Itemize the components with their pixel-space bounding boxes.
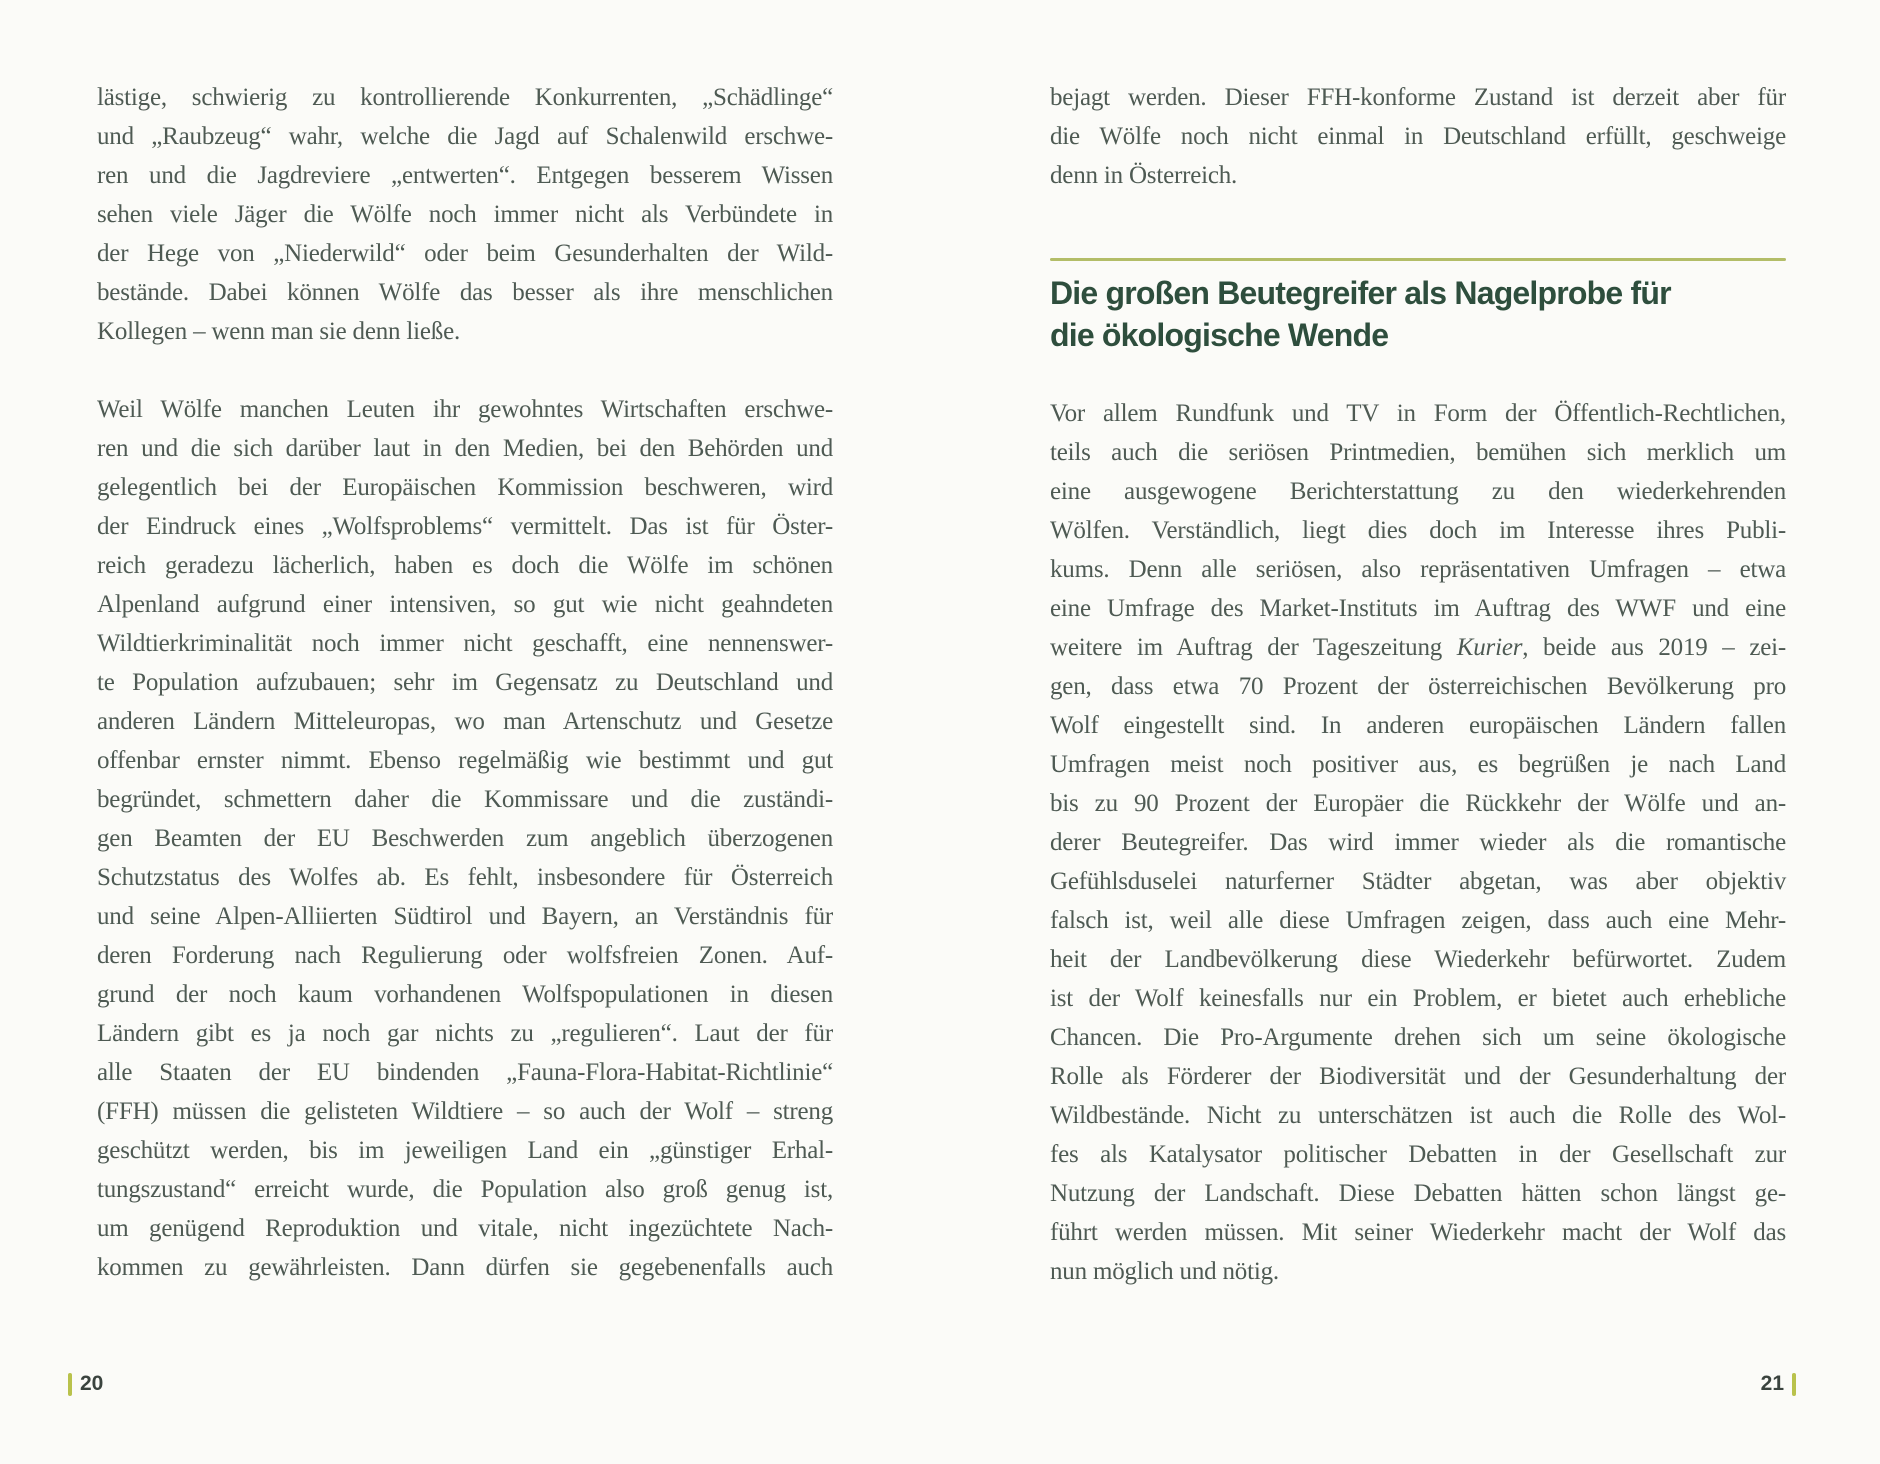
text-line: sehen viele Jäger die Wölfe noch immer nicht als Verbündete in xyxy=(97,201,833,228)
text-line: ist der Wolf keinesfalls nur ein Problem, er bietet auch erhebliche xyxy=(1050,985,1786,1012)
text-line: bejagt werden. Dieser FFH-konforme Zustand ist derzeit aber für xyxy=(1050,84,1786,111)
left-text-column xyxy=(97,78,833,1287)
text-line: denn in Österreich. xyxy=(1050,162,1238,189)
text-line: derer Beutegreifer. Das wird immer wieder als die romantische xyxy=(1050,829,1786,856)
text-line: heit der Landbevölkerung diese Wiederkehr befürwortet. Zudem xyxy=(1050,946,1786,973)
text-line: die Wölfe noch nicht einmal in Deutschland erfüllt, geschweige xyxy=(1050,123,1786,150)
left-paragraph-2 xyxy=(97,390,833,1287)
text-line: Schutzstatus des Wolfes ab. Es fehlt, insbesondere für Österreich xyxy=(97,864,833,891)
page-number-right xyxy=(1761,1372,1796,1396)
text-line: deren Forderung nach Regulierung oder wolfsfreien Zonen. Auf- xyxy=(97,942,833,969)
text-line: begründet, schmettern daher die Kommissare und die zuständi- xyxy=(97,786,833,813)
text-line: kommen zu gewährleisten. Dann dürfen sie gegebenenfalls auch xyxy=(97,1254,833,1281)
intro-paragraph xyxy=(1050,78,1786,195)
text-line: Kollegen – wenn man sie denn ließe. xyxy=(97,318,461,345)
page-number-left xyxy=(68,1372,103,1396)
text-line: eine Umfrage des Market-Instituts im Auftrag des WWF und eine xyxy=(1050,595,1786,622)
text-line: führt werden müssen. Mit seiner Wiederkehr macht der Wolf das xyxy=(1050,1219,1786,1246)
text-line: eine ausgewogene Berichterstattung zu den wiederkehrenden xyxy=(1050,478,1786,505)
text-line: Nutzung der Landschaft. Diese Debatten hätten schon längst ge- xyxy=(1050,1180,1786,1207)
text-line: ren und die Jagdreviere „entwerten“. Entgegen besserem Wissen xyxy=(97,162,833,189)
text-line: reich geradezu lächerlich, haben es doch die Wölfe im schönen xyxy=(97,552,833,579)
page-number-text: 21 xyxy=(1760,1372,1784,1395)
text-line: Gefühlsduselei naturferner Städter abgetan, was aber objektiv xyxy=(1050,868,1786,895)
text-line: offenbar ernster nimmt. Ebenso regelmäßig wie bestimmt und gut xyxy=(97,747,833,774)
text-line: Ländern gibt es ja noch gar nichts zu „regulieren“. Laut der für xyxy=(97,1020,833,1047)
text-line: Wölfen. Verständlich, liegt dies doch im Interesse ihres Publi- xyxy=(1050,517,1786,544)
section-divider-rule xyxy=(1050,258,1786,261)
text-line: falsch ist, weil alle diese Umfragen zeigen, dass auch eine Mehr- xyxy=(1050,907,1786,934)
text-line: nun möglich und nötig. xyxy=(1050,1258,1279,1285)
page-number-text: 20 xyxy=(80,1372,104,1395)
text-line: gen, dass etwa 70 Prozent der österreichischen Bevölkerung pro xyxy=(1050,673,1786,700)
text-line: grund der noch kaum vorhandenen Wolfspopulationen in diesen xyxy=(97,981,833,1008)
text-line: gen Beamten der EU Beschwerden zum angeblich überzogenen xyxy=(97,825,833,852)
text-line: Die großen Beutegreifer als Nagelprobe für xyxy=(1050,275,1671,311)
text-line: (FFH) müssen die gelisteten Wildtiere – so auch der Wolf – streng xyxy=(97,1098,833,1125)
text-line: und seine Alpen-Alliierten Südtirol und Bayern, an Verständnis für xyxy=(97,903,833,930)
text-line: der Eindruck eines „Wolfsproblems“ vermittelt. Das ist für Öster- xyxy=(97,513,833,540)
body-paragraph xyxy=(1050,394,1786,1291)
page-marker-bar xyxy=(68,1373,72,1396)
text-line: Vor allem Rundfunk und TV in Form der Öffentlich-Rechtlichen, xyxy=(1050,400,1786,427)
text-line: gelegentlich bei der Europäischen Kommission beschweren, wird xyxy=(97,474,833,501)
left-paragraph-1 xyxy=(97,78,833,351)
text-line: die ökologische Wende xyxy=(1050,317,1389,353)
text-line: anderen Ländern Mitteleuropas, wo man Artenschutz und Gesetze xyxy=(97,708,833,735)
text-line: geschützt werden, bis im jeweiligen Land ein „günstiger Erhal- xyxy=(97,1137,833,1164)
text-line: kums. Denn alle seriösen, also repräsentativen Umfragen – etwa xyxy=(1050,556,1786,583)
text-line: fes als Katalysator politischer Debatten in der Gesellschaft zur xyxy=(1050,1141,1786,1168)
text-line: der Hege von „Niederwild“ oder beim Gesunderhalten der Wild- xyxy=(97,240,833,267)
text-line: Wolf eingestellt sind. In anderen europäischen Ländern fallen xyxy=(1050,712,1786,739)
text-run: , beide aus 2019 – zei- xyxy=(1522,634,1786,661)
text-line: lästige, schwierig zu kontrollierende Konkurrenten, „Schädlinge“ xyxy=(97,84,833,111)
text-line: Wildtierkriminalität noch immer nicht geschafft, eine nennenswer- xyxy=(97,630,833,657)
text-line: Alpenland aufgrund einer intensiven, so gut wie nicht geahndeten xyxy=(97,591,833,618)
text-line: Umfragen meist noch positiver aus, es begrüßen je nach Land xyxy=(1050,751,1786,778)
text-line: te Population aufzubauen; sehr im Gegensatz zu Deutschland und xyxy=(97,669,833,696)
text-run: weitere im Auftrag der Tageszeitung xyxy=(1050,634,1457,661)
italic-text-run: Kurier xyxy=(1456,634,1523,661)
text-line: um genügend Reproduktion und vitale, nicht ingezüchtete Nach- xyxy=(97,1215,833,1242)
text-line: Chancen. Die Pro-Argumente drehen sich um seine ökologische xyxy=(1050,1024,1786,1051)
text-line: Wildbestände. Nicht zu unterschätzen ist auch die Rolle des Wol- xyxy=(1050,1102,1786,1129)
text-line: Rolle als Förderer der Biodiversität und der Gesunderhaltung der xyxy=(1050,1063,1786,1090)
text-line: bestände. Dabei können Wölfe das besser als ihre menschlichen xyxy=(97,279,833,306)
right-text-column xyxy=(1050,78,1786,1291)
text-line: bis zu 90 Prozent der Europäer die Rückkehr der Wölfe und an- xyxy=(1050,790,1786,817)
section-heading xyxy=(1050,272,1786,356)
text-line: alle Staaten der EU bindenden „Fauna-Flora-Habitat-Richtlinie“ xyxy=(97,1059,833,1086)
text-line xyxy=(1050,628,1786,667)
text-line: Weil Wölfe manchen Leuten ihr gewohntes Wirtschaften erschwe- xyxy=(97,396,833,423)
text-line: tungszustand“ erreicht wurde, die Population also groß genug ist, xyxy=(97,1176,833,1203)
text-line: und „Raubzeug“ wahr, welche die Jagd auf Schalenwild erschwe- xyxy=(97,123,833,150)
text-line: ren und die sich darüber laut in den Medien, bei den Behörden und xyxy=(97,435,833,462)
text-line: teils auch die seriösen Printmedien, bemühen sich merklich um xyxy=(1050,439,1786,466)
page-marker-bar xyxy=(1792,1373,1796,1396)
